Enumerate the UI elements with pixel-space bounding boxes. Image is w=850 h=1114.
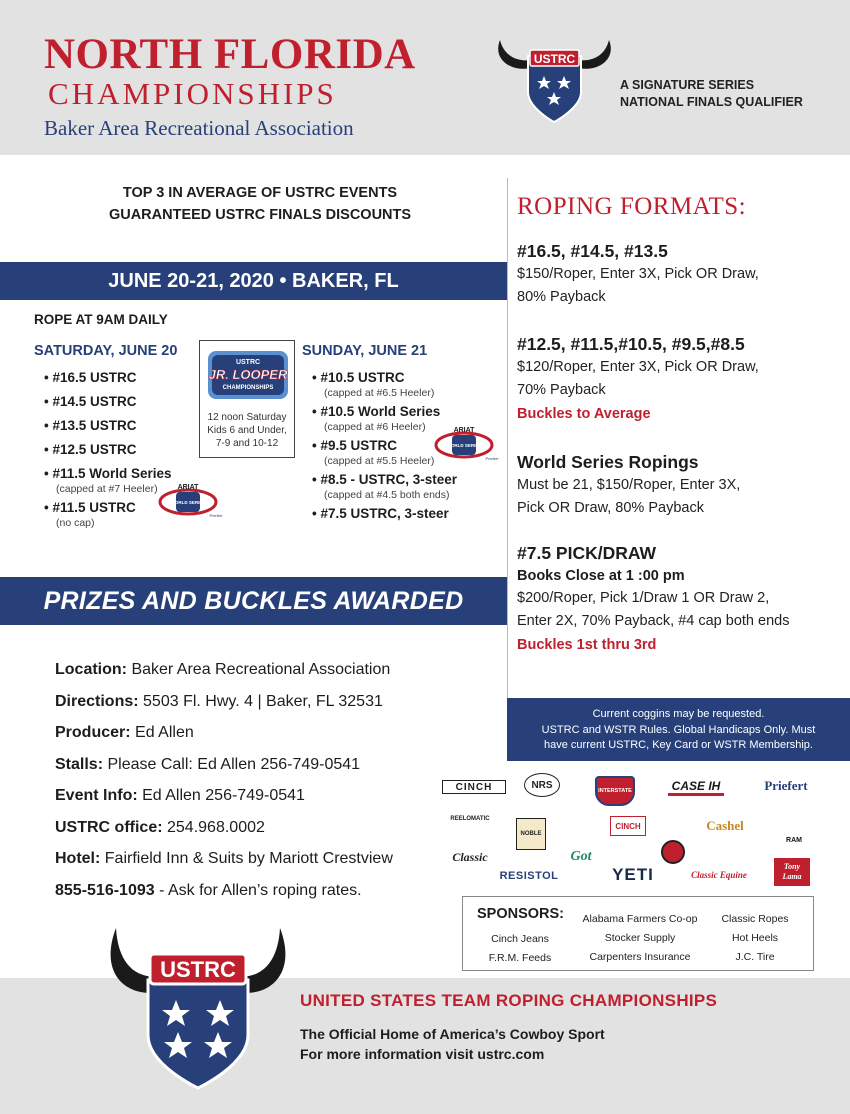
list-item: • #13.5 USTRC [44,418,137,433]
saturday-events [44,370,172,534]
svg-text:ARIAT: ARIAT [453,427,475,434]
reelomatic-logo: REELOMATIC [450,816,490,822]
list-item: • #14.5 USTRC [44,394,137,409]
ustrc-footer-logo-icon [98,920,298,1090]
interstate-logo: INTERSTATE [595,776,635,806]
sponsor-name: Classic Ropes [721,913,789,925]
format-heading: #16.5, #14.5, #13.5 [517,241,668,261]
format-heading: World Series Ropings [517,452,699,472]
format-line: $200/Roper, Pick 1/Draw 1 OR Draw 2, [517,590,770,606]
info-ustrc-office: USTRC office: 254.968.0002 [55,818,265,836]
ustrc-logo-icon [492,30,617,125]
saturday-heading: SATURDAY, JUNE 20 [34,343,178,359]
list-item: • #11.5 World Series (capped at #7 Heeler) [44,466,172,495]
ariat-world-series-logo-icon [158,482,224,518]
sponsor-name: F.R.M. Feeds [488,952,552,964]
prizes-banner: PRIZES AND BUCKLES AWARDED [0,577,507,625]
promo-text [40,182,480,226]
ustrc-footer-logo-text: USTRC [160,957,236,982]
tony-lama-logo: Tony Lama [774,858,810,886]
sponsors-col-2 [575,910,705,967]
sponsors-col-1 [485,930,555,968]
format-line: Must be 21, $150/Roper, Enter 3X, [517,477,741,493]
jr-looper-details: 12 noon Saturday Kids 6 and Under, 7-9 and 10-12 [207,412,287,449]
signature-series [620,77,803,111]
format-12-to-8 [517,332,837,426]
classic-equine-logo: Classic Equine [691,870,747,880]
format-heading: #7.5 PICK/DRAW [517,543,657,563]
footer-website-line: For more information visit ustrc.com [300,1046,545,1062]
format-line: $120/Roper, Enter 3X, Pick OR Draw, [517,359,759,375]
format-line: Pick OR Draw, 80% Payback [517,500,704,516]
info-location: Location: Baker Area Recreational Association [55,661,391,678]
footer-org-name: UNITED STATES TEAM ROPING CHAMPIONSHIPS [300,991,718,1010]
svg-text:CHAMPIONSHIPS: CHAMPIONSHIPS [222,385,274,391]
sunday-heading: SUNDAY, JUNE 21 [302,343,428,359]
svg-text:Priefert: Priefert [209,513,223,518]
list-item: • #11.5 USTRC (no cap) [44,500,136,529]
sponsor-name: J.C. Tire [735,951,775,963]
format-note: Buckles to Average [517,406,651,422]
got-logo: Got [570,849,592,864]
sponsor-name: Stocker Supply [604,932,676,944]
priefert-logo: Priefert [764,778,808,793]
format-line: Enter 2X, 70% Payback, #4 cap both ends [517,613,790,629]
nrs-logo: NRS [524,773,560,797]
rules-line: USTRC and WSTR Rules. Global Handicaps Only. Must [541,723,816,736]
case-ih-logo: CASE IH [668,778,724,796]
signature-line-2: NATIONAL FINALS QUALIFIER [620,95,803,109]
format-heading: #12.5, #11.5,#10.5, #9.5,#8.5 [517,334,745,354]
yeti-logo: YETI [612,865,654,884]
format-subheading: Books Close at 1 :00 pm [517,568,685,584]
cashel-logo: Cashel [706,818,744,833]
format-16-14-13 [517,239,837,309]
footer-tagline [300,1024,605,1064]
cinch-red-logo: CINCH [610,816,646,836]
format-line: 80% Payback [517,289,606,305]
ram-logo: RAM [786,837,802,844]
jr-looper-box [199,340,295,458]
svg-text:USTRC: USTRC [235,359,261,366]
info-directions: Directions: 5503 Fl. Hwy. 4 | Baker, FL 32531 [55,692,383,710]
list-item: • #12.5 USTRC [44,442,137,457]
info-producer: Producer: Ed Allen [55,724,194,741]
column-divider [507,178,508,698]
svg-text:JR. LOOPER: JR. LOOPER [208,367,288,382]
svg-text:WORLD SERIES: WORLD SERIES [446,443,482,448]
noble-logo: NOBLE [516,818,546,850]
header [0,0,850,155]
format-7-5-pick-draw [517,541,837,657]
svg-text:WORLD SERIES: WORLD SERIES [170,500,206,505]
signature-line-1: A SIGNATURE SERIES [620,78,755,92]
jr-looper-logo-icon [206,347,290,403]
list-item: • #10.5 USTRC (capped at #6.5 Heeler) [312,370,435,399]
format-line: $150/Roper, Enter 3X, Pick OR Draw, [517,266,759,282]
format-line: 70% Payback [517,382,606,398]
footer-tagline-line: The Official Home of America’s Cowboy Sport [300,1026,605,1042]
list-item: • #7.5 USTRC, 3-steer [312,506,449,521]
sponsor-name: Carpenters Insurance [589,951,691,963]
sponsor-logos [430,768,850,888]
svg-text:ARIAT: ARIAT [177,484,199,491]
sponsor-name: Alabama Farmers Co-op [582,913,698,925]
promo-line-2: GUARANTEED USTRC FINALS DISCOUNTS [108,207,412,223]
sponsor-name: Hot Heels [731,932,779,944]
event-info [55,658,393,910]
sponsors-box [462,896,814,971]
format-note: Buckles 1st thru 3rd [517,637,657,653]
date-banner: JUNE 20-21, 2020 • BAKER, FL [0,262,507,300]
list-item: • #10.5 World Series (capped at #6 Heeler) [312,404,441,433]
association-name: Baker Area Recreational Association [44,116,354,140]
sponsors-col-3 [713,910,797,967]
promo-line-1: TOP 3 IN AVERAGE OF USTRC EVENTS [122,185,398,201]
rope-time: ROPE AT 9AM DAILY [34,312,168,327]
cinch-logo: CINCH [442,780,506,794]
sponsors-title: SPONSORS: [477,906,565,922]
event-subtitle: CHAMPIONSHIPS [48,76,337,111]
roping-formats-title: ROPING FORMATS: [517,193,747,220]
rules-line: have current USTRC, Key Card or WSTR Membership. [544,739,813,751]
list-item: • #16.5 USTRC [44,370,137,385]
resistol-logo: RESISTOL [499,870,559,882]
format-world-series [517,450,837,520]
rules-box [507,698,850,761]
info-stalls: Stalls: Please Call: Ed Allen 256-749-0541 [55,755,361,773]
list-item: • #9.5 USTRC (capped at #5.5 Heeler) [312,438,435,467]
rules-line: Current coggins may be requested. [592,708,765,720]
sponsor-name: Cinch Jeans [491,933,549,945]
info-event-info: Event Info: Ed Allen 256-749-0541 [55,787,305,804]
ustrc-logo-text: USTRC [533,52,576,66]
ariat-world-series-logo-icon [434,425,500,461]
round-badge-logo [661,840,685,864]
list-item: • #8.5 - USTRC, 3-steer (capped at #4.5 both ends) [312,472,458,501]
info-hotel: Hotel: Fairfield Inn & Suits by Mariott Crestview [55,850,393,867]
event-title: NORTH FLORIDA [44,31,416,78]
info-hotel-phone: 855-516-1093 - Ask for Allen’s roping rates. [55,881,362,899]
svg-text:Priefert: Priefert [485,456,499,461]
classic-logo: Classic [452,849,488,864]
